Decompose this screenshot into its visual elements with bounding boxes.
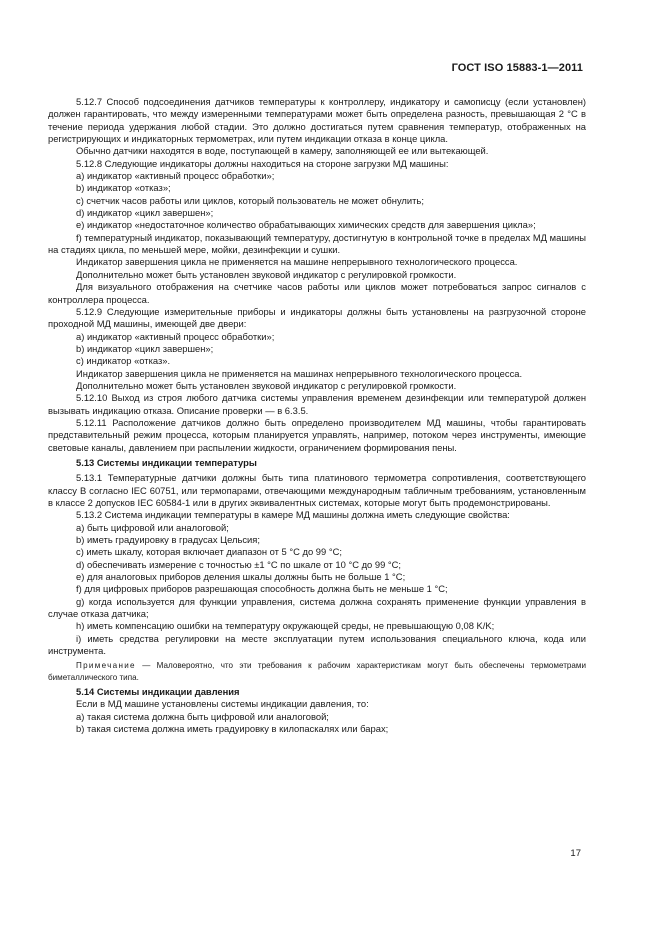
list-item: е) для аналоговых приборов деления шкалы должны быть не больше 1 °С; <box>76 571 406 583</box>
paragraph: Дополнительно может быть установлен звуковой индикатор с регулировкой громкости. <box>76 268 457 280</box>
paragraph: Обычно датчики находятся в воде, поступающей в камеру, заполняющей ее или вытекающей. <box>76 145 489 157</box>
note-label: Примечание <box>76 661 136 671</box>
list-item: е) индикатор «недостаточное количество обрабатывающих химических средств для завершения цикла»; <box>76 219 536 231</box>
clause-5-12-9: 5.12.9 Следующие измерительные приборы и индикаторы должны быть установлены на разгрузочной стороне проходной МД машины, имеющей две двери: <box>48 305 586 330</box>
list-item: b) индикатор «цикл завершен»; <box>76 342 214 354</box>
note <box>48 660 586 682</box>
paragraph: Индикатор завершения цикла не применяется на машинах непрерывного технологического процесса. <box>76 367 523 379</box>
list-item: d) индикатор «цикл завершен»; <box>76 207 214 219</box>
section-heading-5-13: 5.13 Системы индикации температуры <box>76 456 257 468</box>
clause-5-13-2: 5.13.2 Система индикации температуры в камере МД машины должна иметь следующие свойства: <box>76 509 510 521</box>
paragraph: Для визуального отображения на счетчике часов работы или циклов может потребоваться запрос сигналов с контроллера процесса. <box>48 281 586 305</box>
page-number: 17 <box>570 848 581 859</box>
list-item: b) такая система должна иметь градуировку в килопаскалях или барах; <box>76 722 389 734</box>
list-item: а) индикатор «активный процесс обработки»; <box>76 330 275 342</box>
clause-5-13-1: 5.13.1 Температурные датчики должны быть типа платинового термометра сопротивления, соответствующего классу В согласно IEC 60751, или термопарами, отвечающими международным табличным требованиям, установленным в классе 2 допусков IEC 60584-1 или в других эквивалентных системах, которые могут быть продемонстрированы. <box>48 472 586 508</box>
paragraph: Дополнительно может быть установлен звуковой индикатор с регулировкой громкости. <box>76 379 457 391</box>
section-heading-5-14: 5.14 Системы индикации давления <box>76 685 240 697</box>
list-item: а) быть цифровой или аналоговой; <box>76 521 229 533</box>
list-item: f) для цифровых приборов разрешающая способность должна быть не меньше 1 °С; <box>76 583 448 595</box>
list-item: с) иметь шкалу, которая включает диапазон от 5 °С до 99 °С; <box>76 546 342 558</box>
document-body <box>48 96 586 735</box>
document-id-header: ГОСТ ISO 15883-1—2011 <box>451 62 583 74</box>
list-item: f) температурный индикатор, показывающий температуру, достигнутую в контрольной точке в пределах МД машины на стадиях цикла, по меньшей мере, мойки, дезинфекции и сушки. <box>48 231 586 256</box>
list-item: b) индикатор «отказ»; <box>76 182 171 194</box>
list-item: а) индикатор «активный процесс обработки»; <box>76 170 275 182</box>
note-text: — Маловероятно, что эти требования к рабочим характеристикам могут быть обеспечены термометрами биметаллического типа. <box>48 661 586 682</box>
list-item: d) обеспечивать измерение с точностью ±1 °С по шкале от 10 °С до 99 °С; <box>76 558 402 570</box>
list-item: b) иметь градуировку в градусах Цельсия; <box>76 534 260 546</box>
list-item: с) индикатор «отказ». <box>76 355 171 367</box>
clause-5-12-10: 5.12.10 Выход из строя любого датчика системы управления временем дезинфекции или температурой должен вызывать индикацию отказа. Описание проверки — в 6.3.5. <box>48 392 586 416</box>
paragraph: Если в МД машине установлены системы индикации давления, то: <box>76 698 369 710</box>
list-item: h) иметь компенсацию ошибки на температуру окружающей среды, не превышающую 0,08 K/K; <box>76 620 495 632</box>
clause-5-12-11: 5.12.11 Расположение датчиков должно быть определено производителем МД машины, чтобы гарантировать представительный режим процесса, которым планируется управлять, например, потоком через инструменты, имеющие световые каналы, давлением при распылении жидкости, ограничением формирования пены. <box>48 416 586 453</box>
paragraph: Индикатор завершения цикла не применяется на машине непрерывного технологического процесса. <box>76 256 518 268</box>
list-item: с) счетчик часов работы или циклов, который пользователь не может обнулить; <box>76 194 424 206</box>
list-item: i) иметь средства регулировки на месте эксплуатации путем использования специального ключа, кода или инструмента. <box>48 632 586 657</box>
clause-5-12-7: 5.12.7 Способ подсоединения датчиков температуры к контроллеру, индикатору и самописцу (если установлен) должен гарантировать, что между измеренными температурами может быть определена разность, превышающая 2 °С в течение периода удержания любой стадии. Это должно достигаться путем сравнения температур, отображенных на регистрирующих и индикаторных термометрах, или путем индикации отказа в конце цикла. <box>48 96 586 145</box>
list-item: а) такая система должна быть цифровой или аналоговой; <box>76 710 329 722</box>
clause-5-12-8: 5.12.8 Следующие индикаторы должны находиться на стороне загрузки МД машины: <box>76 157 449 169</box>
list-item: g) когда используется для функции управления, система должна сохранять применение функции управления в случае отказа датчика; <box>48 595 586 620</box>
